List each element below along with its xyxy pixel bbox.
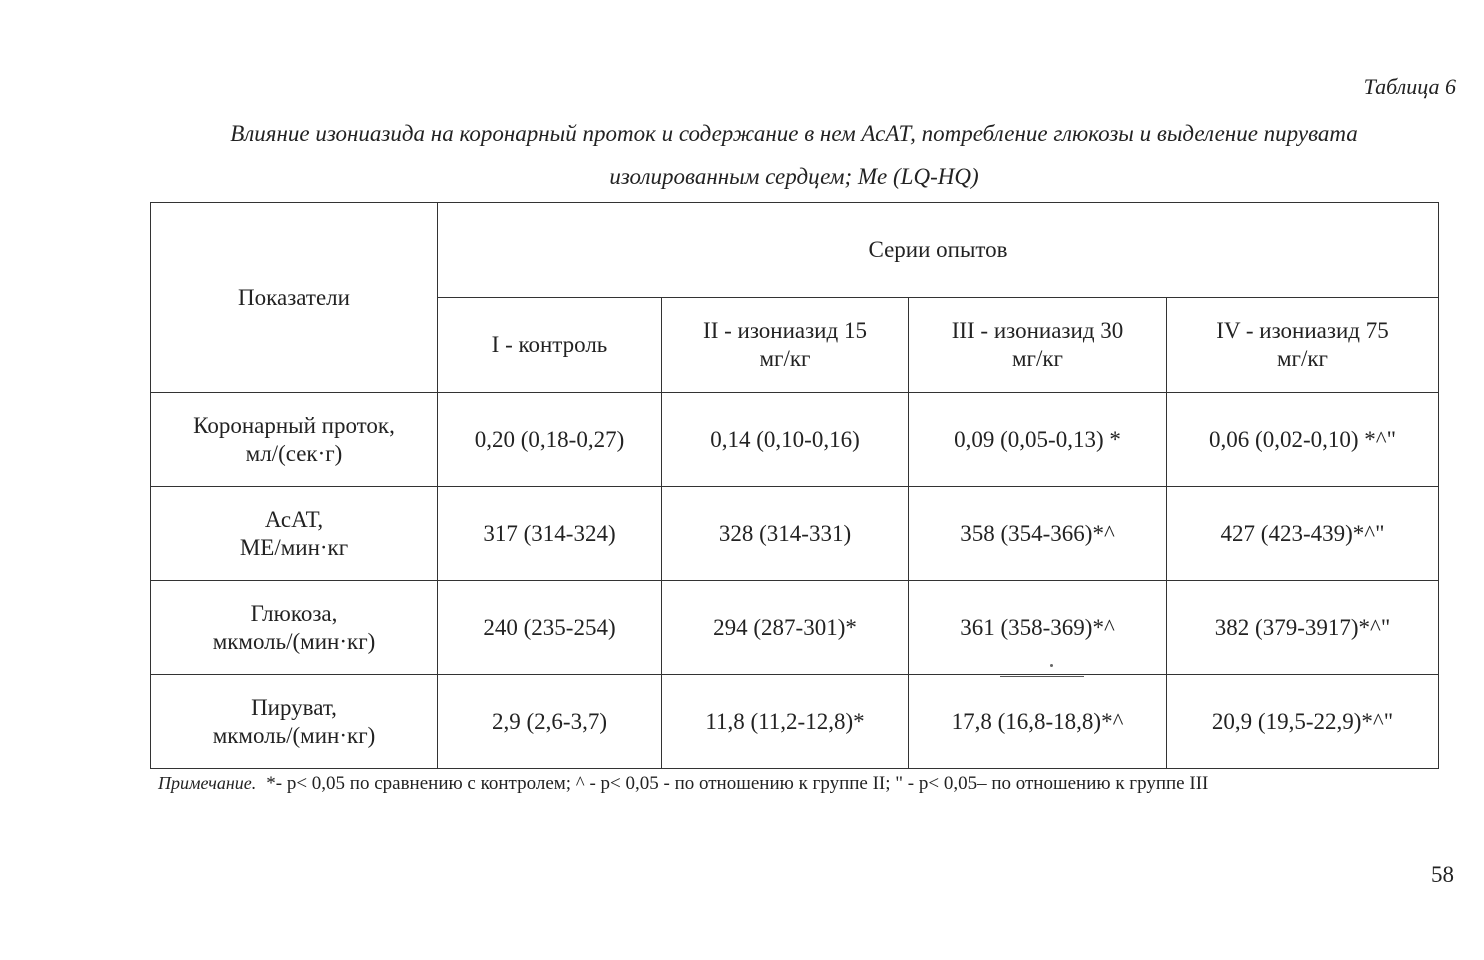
caption-line-1: Влияние изониазида на коронарный проток и содержание в нем АсАТ, потребление глюкозы и выделение пирувата (230, 121, 1358, 146)
table-cell: 361 (358-369)*^ (909, 581, 1167, 675)
table-row-glucose (151, 581, 1439, 675)
table-cell: 0,14 (0,10-0,16) (662, 393, 909, 487)
group-header-2 (662, 298, 909, 393)
caption-line-2: изолированным сердцем; Me (LQ-HQ) (609, 164, 979, 189)
table-row-coronary-flow (151, 393, 1439, 487)
header-row-1 (151, 203, 1439, 298)
row-label-line2: МЕ/мин·кг (239, 534, 349, 560)
row-label-line1: Коронарный проток, (193, 412, 395, 438)
row-label-line1: АсАТ, (264, 506, 324, 532)
scan-speck (1050, 664, 1053, 667)
header-series: Серии опытов (438, 203, 1439, 298)
table-footnote (158, 773, 1208, 795)
group-header-4-line1: IV - изониазид 75 (1216, 318, 1389, 343)
row-label-line1: Пируват, (251, 694, 337, 720)
scan-stray-line (1000, 676, 1084, 677)
row-label-line2: мкмоль/(мин·кг) (212, 628, 376, 654)
page-number: 58 (1431, 862, 1454, 887)
table-cell: 382 (379-3917)*^" (1167, 581, 1439, 675)
group-header-1-line1: I - контроль (491, 332, 608, 357)
table-cell: 17,8 (16,8-18,8)*^ (909, 675, 1167, 769)
row-label-glucose (151, 581, 438, 675)
table-number-label: Таблица 6 (1363, 74, 1456, 99)
group-header-4 (1167, 298, 1439, 393)
footnote-label: Примечание. (158, 773, 257, 793)
table-cell: 0,20 (0,18-0,27) (438, 393, 662, 487)
footnote-text: *- p< 0,05 по сравнению с контролем; ^ - p< 0,05 - по отношению к группе II; " - p< 0,05– по отношению к группе III (266, 773, 1209, 794)
row-label-line1: Глюкоза, (250, 600, 338, 626)
table-cell: 0,09 (0,05-0,13) * (909, 393, 1167, 487)
table-cell: 358 (354-366)*^ (909, 487, 1167, 581)
header-indicators: Показатели (151, 203, 438, 393)
row-label-coronary-flow (151, 393, 438, 487)
table-cell: 294 (287-301)* (662, 581, 909, 675)
row-label-pyruvate (151, 675, 438, 769)
row-label-line2: мл/(сек·г) (245, 440, 343, 466)
group-header-3 (909, 298, 1167, 393)
group-header-3-line2: мг/кг (1012, 346, 1063, 371)
table-cell: 20,9 (19,5-22,9)*^" (1167, 675, 1439, 769)
group-header-2-line1: II - изониазид 15 (703, 318, 867, 343)
table-cell: 2,9 (2,6-3,7) (438, 675, 662, 769)
table-cell: 11,8 (11,2-12,8)* (662, 675, 909, 769)
table-cell: 240 (235-254) (438, 581, 662, 675)
row-label-line2: мкмоль/(мин·кг) (212, 722, 376, 748)
table-cell: 0,06 (0,02-0,10) *^" (1167, 393, 1439, 487)
group-header-1 (438, 298, 662, 393)
table-row-asat (151, 487, 1439, 581)
table-caption (150, 112, 1438, 198)
table-cell: 317 (314-324) (438, 487, 662, 581)
table-cell: 427 (423-439)*^" (1167, 487, 1439, 581)
table-row-pyruvate (151, 675, 1439, 769)
group-header-3-line1: III - изониазид 30 (951, 318, 1124, 343)
results-table (150, 202, 1439, 769)
row-label-asat (151, 487, 438, 581)
table-cell: 328 (314-331) (662, 487, 909, 581)
group-header-4-line2: мг/кг (1277, 346, 1328, 371)
group-header-2-line2: мг/кг (759, 346, 811, 371)
